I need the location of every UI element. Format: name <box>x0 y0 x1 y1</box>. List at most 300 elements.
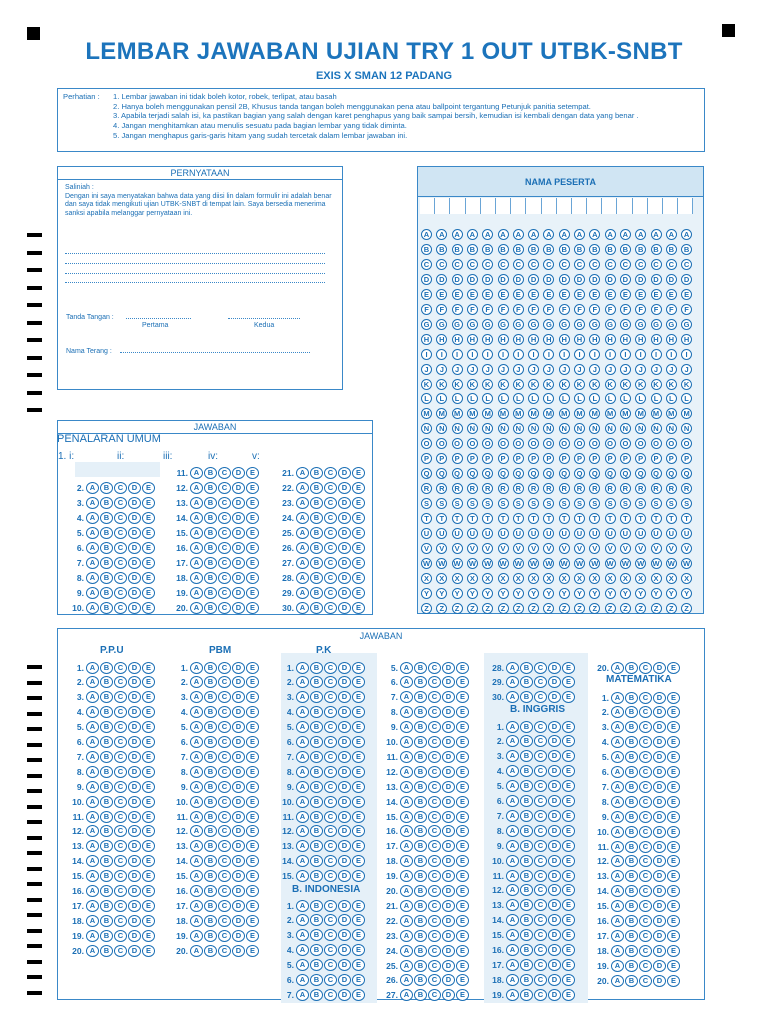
answer-bubble[interactable]: D <box>442 825 455 837</box>
answer-bubble[interactable]: C <box>218 766 231 778</box>
statement-line[interactable] <box>65 263 325 264</box>
answer-bubble[interactable]: B <box>625 736 638 748</box>
name-bubble[interactable]: L <box>543 393 554 404</box>
answer-bubble[interactable]: C <box>218 855 231 867</box>
name-bubble[interactable]: J <box>666 364 677 375</box>
answer-bubble[interactable]: A <box>506 662 519 674</box>
name-bubble[interactable]: P <box>528 453 539 464</box>
name-bubble[interactable]: A <box>452 229 463 240</box>
answer-bubble[interactable]: C <box>534 780 547 792</box>
name-bubble[interactable]: D <box>605 274 616 285</box>
answer-bubble[interactable]: B <box>520 795 533 807</box>
answer-bubble[interactable]: A <box>190 796 203 808</box>
name-bubble[interactable]: Y <box>620 588 631 599</box>
answer-bubble[interactable]: B <box>204 721 217 733</box>
answer-bubble[interactable]: E <box>352 796 365 808</box>
answer-bubble[interactable]: D <box>128 945 141 957</box>
answer-bubble[interactable]: D <box>548 676 561 688</box>
answer-bubble[interactable]: D <box>232 870 245 882</box>
answer-bubble[interactable]: C <box>534 974 547 986</box>
answer-bubble[interactable]: B <box>204 542 217 554</box>
answer-bubble[interactable]: A <box>611 811 624 823</box>
answer-bubble[interactable]: A <box>296 721 309 733</box>
answer-bubble[interactable]: B <box>310 482 323 494</box>
name-bubble[interactable]: G <box>436 319 447 330</box>
name-bubble[interactable]: J <box>421 364 432 375</box>
answer-bubble[interactable]: C <box>114 482 127 494</box>
name-bubble[interactable]: K <box>666 379 677 390</box>
answer-bubble[interactable]: C <box>218 676 231 688</box>
answer-bubble[interactable]: E <box>456 870 469 882</box>
name-bubble[interactable]: D <box>467 274 478 285</box>
answer-bubble[interactable]: A <box>400 989 413 1001</box>
answer-bubble[interactable]: B <box>414 840 427 852</box>
name-bubble[interactable]: R <box>559 483 570 494</box>
answer-bubble[interactable]: A <box>611 736 624 748</box>
answer-bubble[interactable]: C <box>324 572 337 584</box>
answer-bubble[interactable]: E <box>667 885 680 897</box>
name-bubble[interactable]: P <box>421 453 432 464</box>
answer-bubble[interactable]: A <box>296 691 309 703</box>
answer-bubble[interactable]: D <box>442 840 455 852</box>
name-bubble[interactable]: B <box>498 244 509 255</box>
answer-bubble[interactable]: B <box>414 811 427 823</box>
answer-bubble[interactable]: E <box>667 706 680 718</box>
answer-bubble[interactable]: E <box>562 855 575 867</box>
name-bubble[interactable]: C <box>605 259 616 270</box>
answer-bubble[interactable]: D <box>338 914 351 926</box>
answer-bubble[interactable]: E <box>142 676 155 688</box>
name-bubble[interactable]: H <box>528 334 539 345</box>
name-bubble[interactable]: X <box>482 573 493 584</box>
answer-bubble[interactable]: E <box>352 572 365 584</box>
name-bubble[interactable]: N <box>635 423 646 434</box>
answer-bubble[interactable]: B <box>204 497 217 509</box>
name-bubble[interactable]: G <box>559 319 570 330</box>
answer-bubble[interactable]: A <box>296 662 309 674</box>
name-bubble[interactable]: K <box>605 379 616 390</box>
answer-bubble[interactable]: C <box>324 587 337 599</box>
answer-bubble[interactable]: B <box>100 706 113 718</box>
answer-bubble[interactable]: C <box>428 855 441 867</box>
answer-bubble[interactable]: D <box>442 870 455 882</box>
name-bubble[interactable]: K <box>543 379 554 390</box>
answer-bubble[interactable]: B <box>204 662 217 674</box>
answer-bubble[interactable]: B <box>100 900 113 912</box>
answer-bubble[interactable]: D <box>653 826 666 838</box>
answer-bubble[interactable]: B <box>100 662 113 674</box>
answer-bubble[interactable]: D <box>128 721 141 733</box>
answer-bubble[interactable]: A <box>190 482 203 494</box>
answer-bubble[interactable]: B <box>520 944 533 956</box>
answer-bubble[interactable]: C <box>534 810 547 822</box>
answer-bubble[interactable]: A <box>611 930 624 942</box>
name-bubble[interactable]: N <box>666 423 677 434</box>
name-bubble[interactable]: P <box>543 453 554 464</box>
answer-bubble[interactable]: B <box>204 602 217 614</box>
answer-bubble[interactable]: A <box>86 811 99 823</box>
answer-bubble[interactable]: A <box>506 855 519 867</box>
name-bubble[interactable]: A <box>589 229 600 240</box>
name-bubble[interactable]: G <box>574 319 585 330</box>
answer-bubble[interactable]: B <box>204 467 217 479</box>
name-letter-cell[interactable] <box>496 198 511 214</box>
name-bubble[interactable]: O <box>620 438 631 449</box>
answer-bubble[interactable]: C <box>114 736 127 748</box>
name-bubble[interactable]: K <box>513 379 524 390</box>
name-bubble[interactable]: D <box>421 274 432 285</box>
answer-bubble[interactable]: D <box>548 840 561 852</box>
answer-bubble[interactable]: B <box>310 900 323 912</box>
name-bubble[interactable]: L <box>589 393 600 404</box>
answer-bubble[interactable]: D <box>548 855 561 867</box>
signature-field-second[interactable] <box>228 318 300 319</box>
name-bubble[interactable]: E <box>666 289 677 300</box>
answer-bubble[interactable]: C <box>324 467 337 479</box>
name-bubble[interactable]: F <box>543 304 554 315</box>
name-bubble[interactable]: S <box>482 498 493 509</box>
answer-bubble[interactable]: B <box>625 796 638 808</box>
name-bubble[interactable]: B <box>651 244 662 255</box>
name-bubble[interactable]: X <box>681 573 692 584</box>
answer-bubble[interactable]: E <box>456 736 469 748</box>
answer-bubble[interactable]: A <box>86 497 99 509</box>
answer-bubble[interactable]: E <box>456 974 469 986</box>
name-bubble[interactable]: T <box>452 513 463 524</box>
answer-bubble[interactable]: A <box>296 840 309 852</box>
name-bubble[interactable]: L <box>467 393 478 404</box>
answer-bubble[interactable]: C <box>324 781 337 793</box>
answer-bubble[interactable]: E <box>142 662 155 674</box>
name-bubble[interactable]: H <box>635 334 646 345</box>
name-bubble[interactable]: A <box>467 229 478 240</box>
name-bubble[interactable]: Z <box>452 603 463 614</box>
name-bubble[interactable]: E <box>559 289 570 300</box>
answer-bubble[interactable]: A <box>611 796 624 808</box>
name-bubble[interactable]: C <box>467 259 478 270</box>
answer-bubble[interactable]: C <box>428 676 441 688</box>
answer-bubble[interactable]: B <box>204 796 217 808</box>
answer-bubble[interactable]: E <box>456 885 469 897</box>
answer-bubble[interactable]: A <box>296 542 309 554</box>
name-bubble[interactable]: D <box>452 274 463 285</box>
name-bubble[interactable]: X <box>605 573 616 584</box>
answer-bubble[interactable]: D <box>653 781 666 793</box>
name-bubble[interactable]: C <box>452 259 463 270</box>
answer-bubble[interactable]: B <box>100 870 113 882</box>
answer-bubble[interactable]: E <box>246 542 259 554</box>
answer-bubble[interactable]: E <box>142 706 155 718</box>
answer-bubble[interactable]: A <box>190 676 203 688</box>
answer-bubble[interactable]: C <box>534 691 547 703</box>
answer-bubble[interactable]: A <box>86 751 99 763</box>
name-bubble[interactable]: A <box>528 229 539 240</box>
name-bubble[interactable]: H <box>543 334 554 345</box>
answer-bubble[interactable]: E <box>667 841 680 853</box>
name-bubble[interactable]: I <box>528 349 539 360</box>
name-bubble[interactable]: H <box>467 334 478 345</box>
answer-bubble[interactable]: A <box>506 780 519 792</box>
answer-bubble[interactable]: A <box>611 900 624 912</box>
name-bubble[interactable]: S <box>666 498 677 509</box>
answer-bubble[interactable]: E <box>142 587 155 599</box>
answer-bubble[interactable]: D <box>232 572 245 584</box>
answer-bubble[interactable]: C <box>218 527 231 539</box>
answer-bubble[interactable]: B <box>204 915 217 927</box>
answer-bubble[interactable]: E <box>142 781 155 793</box>
answer-bubble[interactable]: A <box>296 811 309 823</box>
answer-bubble[interactable]: B <box>310 497 323 509</box>
answer-bubble[interactable]: A <box>400 855 413 867</box>
answer-bubble[interactable]: D <box>128 691 141 703</box>
answer-bubble[interactable]: E <box>142 796 155 808</box>
answer-bubble[interactable]: C <box>324 974 337 986</box>
name-bubble[interactable]: G <box>651 319 662 330</box>
answer-bubble[interactable]: E <box>456 706 469 718</box>
answer-bubble[interactable]: E <box>246 840 259 852</box>
answer-bubble[interactable]: B <box>310 691 323 703</box>
answer-bubble[interactable]: E <box>352 557 365 569</box>
answer-bubble[interactable]: C <box>428 662 441 674</box>
name-letter-cell[interactable] <box>466 198 481 214</box>
answer-bubble[interactable]: E <box>142 870 155 882</box>
name-bubble[interactable]: V <box>482 543 493 554</box>
name-bubble[interactable]: P <box>574 453 585 464</box>
name-bubble[interactable]: J <box>528 364 539 375</box>
name-letter-cell[interactable] <box>435 198 450 214</box>
answer-bubble[interactable]: C <box>114 691 127 703</box>
answer-bubble[interactable]: D <box>442 960 455 972</box>
name-bubble[interactable]: H <box>436 334 447 345</box>
answer-bubble[interactable]: D <box>338 736 351 748</box>
name-bubble[interactable]: N <box>513 423 524 434</box>
name-bubble[interactable]: X <box>559 573 570 584</box>
answer-bubble[interactable]: E <box>246 945 259 957</box>
name-bubble[interactable]: Z <box>681 603 692 614</box>
answer-bubble[interactable]: E <box>142 945 155 957</box>
answer-bubble[interactable]: C <box>639 900 652 912</box>
answer-bubble[interactable]: B <box>204 855 217 867</box>
name-bubble[interactable]: B <box>436 244 447 255</box>
name-bubble[interactable]: U <box>681 528 692 539</box>
answer-bubble[interactable]: A <box>190 691 203 703</box>
name-bubble[interactable]: F <box>467 304 478 315</box>
name-bubble[interactable]: C <box>620 259 631 270</box>
name-bubble[interactable]: B <box>528 244 539 255</box>
answer-bubble[interactable]: A <box>611 870 624 882</box>
answer-bubble[interactable]: E <box>142 691 155 703</box>
answer-bubble[interactable]: A <box>400 840 413 852</box>
name-bubble[interactable]: L <box>681 393 692 404</box>
name-bubble[interactable]: D <box>498 274 509 285</box>
name-bubble[interactable]: B <box>559 244 570 255</box>
answer-bubble[interactable]: E <box>456 989 469 1001</box>
name-bubble[interactable]: Y <box>513 588 524 599</box>
name-bubble[interactable]: A <box>498 229 509 240</box>
name-bubble[interactable]: Y <box>574 588 585 599</box>
answer-bubble[interactable]: A <box>611 945 624 957</box>
answer-bubble[interactable]: A <box>506 974 519 986</box>
answer-bubble[interactable]: C <box>324 542 337 554</box>
answer-bubble[interactable]: E <box>246 527 259 539</box>
name-bubble[interactable]: D <box>681 274 692 285</box>
name-bubble[interactable]: K <box>528 379 539 390</box>
name-bubble[interactable]: W <box>621 558 629 568</box>
name-bubble[interactable]: K <box>452 379 463 390</box>
answer-bubble[interactable]: D <box>232 885 245 897</box>
answer-bubble[interactable]: D <box>232 900 245 912</box>
answer-bubble[interactable]: E <box>352 929 365 941</box>
name-bubble[interactable]: W <box>637 558 645 568</box>
answer-bubble[interactable]: E <box>456 662 469 674</box>
answer-bubble[interactable]: D <box>338 929 351 941</box>
answer-bubble[interactable]: B <box>625 781 638 793</box>
name-bubble[interactable]: W <box>453 558 461 568</box>
answer-bubble[interactable]: E <box>142 751 155 763</box>
answer-bubble[interactable]: A <box>611 855 624 867</box>
name-bubble[interactable]: A <box>681 229 692 240</box>
name-bubble[interactable]: S <box>605 498 616 509</box>
answer-bubble[interactable]: A <box>400 662 413 674</box>
answer-bubble[interactable]: E <box>562 929 575 941</box>
answer-bubble[interactable]: D <box>653 855 666 867</box>
name-bubble[interactable]: P <box>498 453 509 464</box>
name-bubble[interactable]: M <box>528 408 539 419</box>
name-bubble[interactable]: A <box>605 229 616 240</box>
answer-bubble[interactable]: E <box>246 736 259 748</box>
answer-bubble[interactable]: D <box>128 572 141 584</box>
name-bubble[interactable]: E <box>421 289 432 300</box>
name-bubble[interactable]: K <box>635 379 646 390</box>
name-bubble[interactable]: Q <box>559 468 570 479</box>
answer-bubble[interactable]: D <box>653 900 666 912</box>
answer-bubble[interactable]: D <box>338 691 351 703</box>
name-bubble[interactable]: U <box>589 528 600 539</box>
name-bubble[interactable]: S <box>513 498 524 509</box>
name-bubble[interactable]: E <box>620 289 631 300</box>
answer-bubble[interactable]: E <box>562 780 575 792</box>
signature-field-first[interactable] <box>126 318 191 319</box>
answer-bubble[interactable]: A <box>506 959 519 971</box>
answer-bubble[interactable]: E <box>352 766 365 778</box>
name-bubble[interactable]: L <box>620 393 631 404</box>
answer-bubble[interactable]: C <box>114 542 127 554</box>
answer-bubble[interactable]: B <box>204 587 217 599</box>
name-bubble[interactable]: W <box>606 558 614 568</box>
answer-bubble[interactable]: C <box>324 602 337 614</box>
name-bubble[interactable]: T <box>589 513 600 524</box>
answer-bubble[interactable]: A <box>190 721 203 733</box>
name-bubble[interactable]: T <box>605 513 616 524</box>
name-bubble[interactable]: W <box>560 558 568 568</box>
answer-bubble[interactable]: D <box>128 840 141 852</box>
name-bubble[interactable]: G <box>421 319 432 330</box>
name-bubble[interactable]: N <box>421 423 432 434</box>
statement-line[interactable] <box>65 253 325 254</box>
name-bubble[interactable]: N <box>574 423 585 434</box>
name-bubble[interactable]: A <box>559 229 570 240</box>
answer-bubble[interactable]: E <box>456 751 469 763</box>
answer-bubble[interactable]: D <box>232 497 245 509</box>
answer-bubble[interactable]: A <box>86 587 99 599</box>
name-bubble[interactable]: H <box>666 334 677 345</box>
name-bubble[interactable]: I <box>498 349 509 360</box>
name-bubble[interactable]: A <box>543 229 554 240</box>
answer-bubble[interactable]: B <box>310 929 323 941</box>
answer-bubble[interactable]: C <box>218 542 231 554</box>
name-bubble[interactable]: N <box>436 423 447 434</box>
name-bubble[interactable]: V <box>436 543 447 554</box>
name-bubble[interactable]: K <box>436 379 447 390</box>
answer-bubble[interactable]: B <box>310 572 323 584</box>
name-bubble[interactable]: N <box>620 423 631 434</box>
answer-bubble[interactable]: C <box>324 706 337 718</box>
name-bubble[interactable]: O <box>543 438 554 449</box>
answer-bubble[interactable]: A <box>296 989 309 1001</box>
name-bubble[interactable]: C <box>559 259 570 270</box>
answer-bubble[interactable]: E <box>667 826 680 838</box>
answer-bubble[interactable]: C <box>114 930 127 942</box>
answer-bubble[interactable]: D <box>442 915 455 927</box>
answer-bubble[interactable]: E <box>246 811 259 823</box>
answer-bubble[interactable]: D <box>338 587 351 599</box>
answer-bubble[interactable]: A <box>611 826 624 838</box>
name-bubble[interactable]: Q <box>620 468 631 479</box>
name-bubble[interactable]: M <box>589 408 600 419</box>
name-bubble[interactable]: X <box>620 573 631 584</box>
answer-bubble[interactable]: C <box>428 915 441 927</box>
name-bubble[interactable]: A <box>574 229 585 240</box>
name-bubble[interactable]: O <box>498 438 509 449</box>
name-bubble[interactable]: K <box>498 379 509 390</box>
answer-bubble[interactable]: C <box>114 766 127 778</box>
name-bubble[interactable]: Y <box>467 588 478 599</box>
answer-bubble[interactable]: D <box>338 974 351 986</box>
name-bubble[interactable]: Y <box>666 588 677 599</box>
name-bubble[interactable]: A <box>651 229 662 240</box>
answer-bubble[interactable]: A <box>506 750 519 762</box>
answer-bubble[interactable]: D <box>128 676 141 688</box>
answer-bubble[interactable]: D <box>338 796 351 808</box>
answer-bubble[interactable]: A <box>400 676 413 688</box>
answer-bubble[interactable]: B <box>100 721 113 733</box>
answer-bubble[interactable]: B <box>625 930 638 942</box>
answer-bubble[interactable]: E <box>142 855 155 867</box>
name-bubble[interactable]: J <box>436 364 447 375</box>
name-bubble[interactable]: B <box>452 244 463 255</box>
answer-bubble[interactable]: B <box>520 929 533 941</box>
name-bubble[interactable]: R <box>589 483 600 494</box>
name-bubble[interactable]: D <box>543 274 554 285</box>
answer-bubble[interactable]: E <box>352 974 365 986</box>
answer-bubble[interactable]: D <box>232 467 245 479</box>
answer-bubble[interactable]: B <box>310 825 323 837</box>
answer-bubble[interactable]: B <box>100 691 113 703</box>
answer-bubble[interactable]: C <box>534 989 547 1001</box>
answer-bubble[interactable]: C <box>639 885 652 897</box>
answer-bubble[interactable]: B <box>414 766 427 778</box>
answer-bubble[interactable]: B <box>310 587 323 599</box>
answer-bubble[interactable]: D <box>128 796 141 808</box>
answer-bubble[interactable]: A <box>190 811 203 823</box>
name-bubble[interactable]: E <box>528 289 539 300</box>
answer-bubble[interactable]: E <box>352 721 365 733</box>
answer-bubble[interactable]: A <box>296 572 309 584</box>
answer-bubble[interactable]: D <box>653 692 666 704</box>
name-bubble[interactable]: F <box>498 304 509 315</box>
answer-bubble[interactable]: D <box>128 781 141 793</box>
answer-bubble[interactable]: D <box>232 542 245 554</box>
